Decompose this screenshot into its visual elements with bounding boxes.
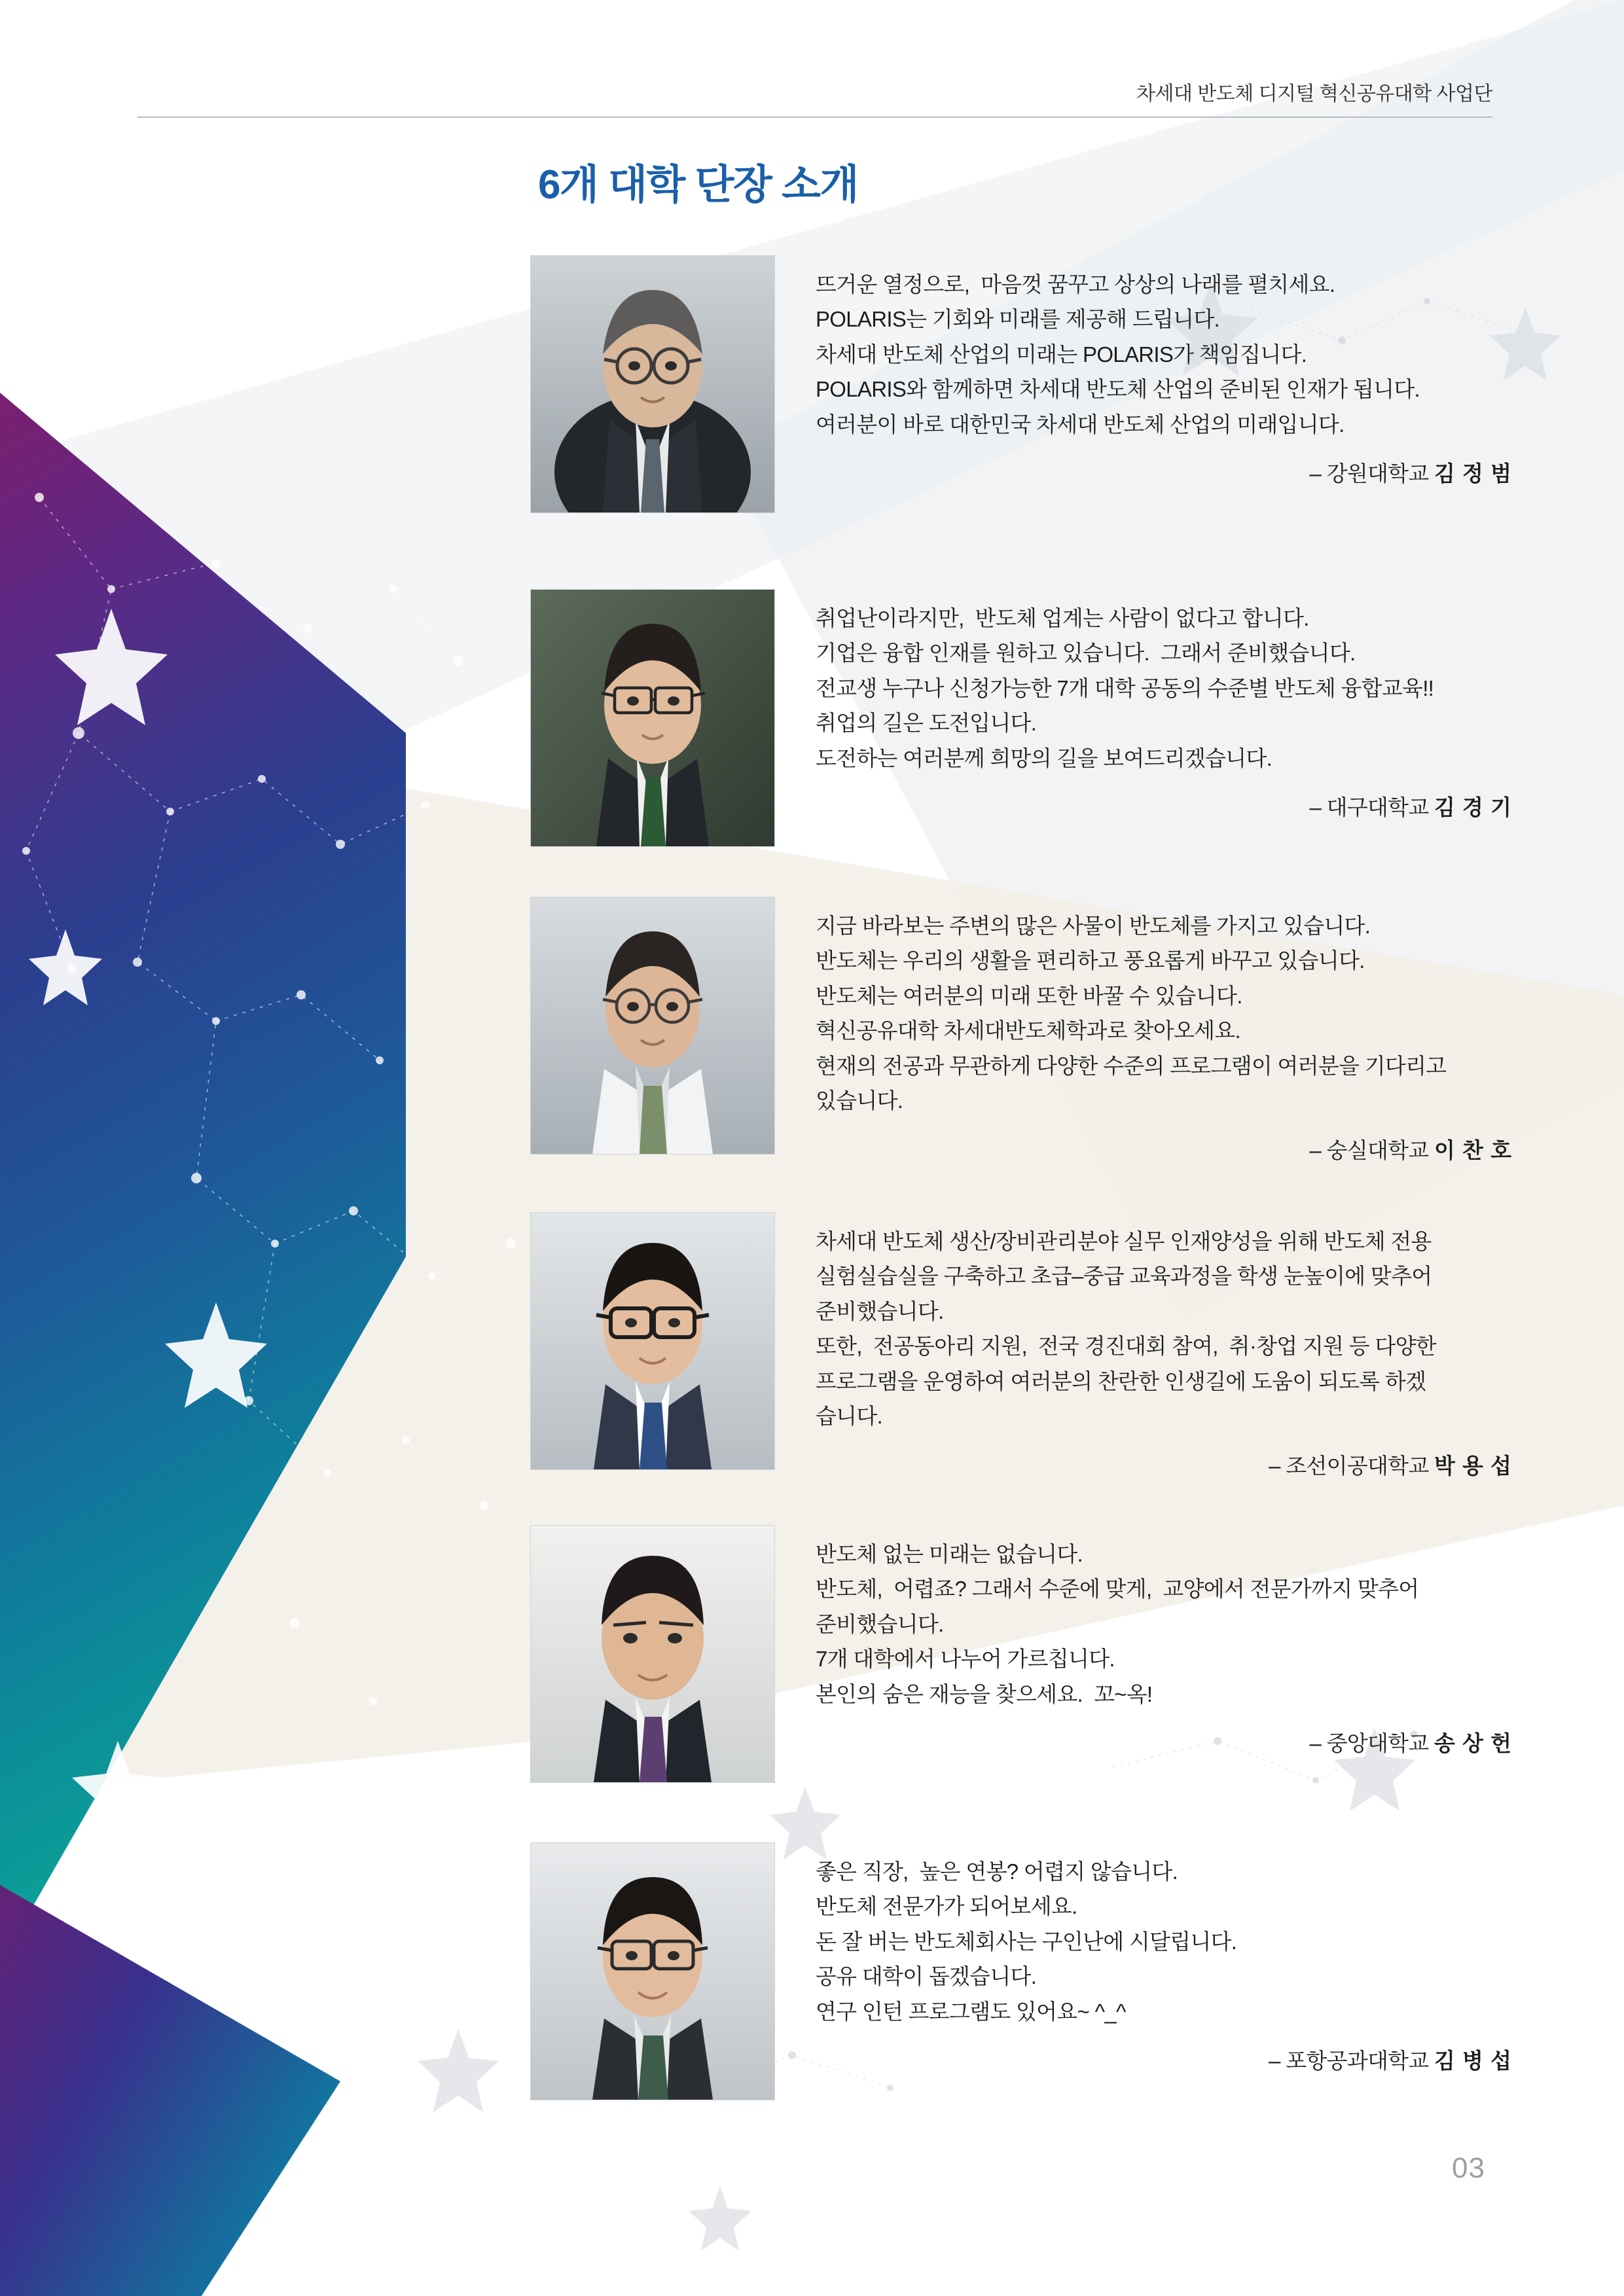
profile-affiliation: – 대구대학교 (1309, 795, 1429, 820)
profile-photo (530, 897, 775, 1155)
quote-line: 또한, 전공동아리 지원, 전국 경진대회 참여, 취·창업 지원 등 다양한 (816, 1334, 1436, 1359)
profile-name: 김 정 범 (1434, 461, 1512, 486)
profile-affiliation: – 조선이공대학교 (1269, 1453, 1429, 1478)
profile-item (530, 1525, 1512, 1783)
quote-line: 있습니다. (816, 1088, 903, 1113)
quote-line: 전교생 누구나 신청가능한 7개 대학 공동의 수준별 반도체 융합교육!! (816, 675, 1434, 700)
profile-attribution (816, 1133, 1512, 1168)
quote-line: POLARIS는 기회와 미래를 제공해 드립니다. (816, 307, 1219, 332)
profile-affiliation: – 숭실대학교 (1309, 1138, 1429, 1162)
profile-photo (530, 255, 775, 513)
header-divider (137, 117, 1492, 118)
profile-item (530, 255, 1512, 513)
quote-line: 혁신공유대학 차세대반도체학과로 찾아오세요. (816, 1018, 1240, 1043)
profile-item (530, 589, 1512, 847)
profile-photo (530, 589, 775, 847)
quote-line: 연구 인턴 프로그램도 있어요~ ^_^ (816, 1999, 1126, 2024)
profile-photo (530, 1842, 775, 2100)
quote-line: 좋은 직장, 높은 연봉? 어렵지 않습니다. (816, 1859, 1178, 1884)
quote-line: 지금 바라보는 주변의 많은 사물이 반도체를 가지고 있습니다. (816, 914, 1371, 938)
quote-line: 도전하는 여러분께 희망의 길을 보여드리겠습니다. (816, 745, 1272, 770)
quote-line: 취업난이라지만, 반도체 업계는 사람이 없다고 합니다. (816, 606, 1309, 630)
quote-line: POLARIS와 함께하면 차세대 반도체 산업의 준비된 인재가 됩니다. (816, 377, 1420, 402)
quote-line: 습니다. (816, 1404, 883, 1429)
quote-line: 차세대 반도체 산업의 미래는 POLARIS가 책임집니다. (816, 342, 1307, 367)
profile-item (530, 897, 1512, 1168)
quote-line: 기업은 융합 인재를 원하고 있습니다. 그래서 준비했습니다. (816, 641, 1356, 666)
quote-line: 프로그램을 운영하여 여러분의 찬란한 인생길에 도움이 되도록 하겠 (816, 1369, 1426, 1393)
quote-line: 본인의 숨은 재능을 찾으세요. 꼬~옥! (816, 1681, 1153, 1706)
quote-line: 반도체는 우리의 생활을 편리하고 풍요롭게 바꾸고 있습니다. (816, 948, 1365, 973)
quote-line: 7개 대학에서 나누어 가르칩니다. (816, 1647, 1115, 1672)
profile-attribution (816, 1448, 1512, 1483)
profile-attribution (816, 1726, 1512, 1761)
quote-line: 차세대 반도체 생산/장비관리분야 실무 인재양성을 위해 반도체 전용 (816, 1229, 1432, 1253)
profile-item (530, 1212, 1512, 1483)
quote-line: 반도체 전문가가 되어보세요. (816, 1894, 1077, 1919)
quote-line: 돈 잘 버는 반도체회사는 구인난에 시달립니다. (816, 1929, 1237, 1954)
quote-line: 반도체 없는 미래는 없습니다. (816, 1542, 1083, 1566)
quote-line: 준비했습니다. (816, 1611, 944, 1636)
quote-line: 공유 대학이 돕겠습니다. (816, 1964, 1037, 1989)
profile-quote (816, 897, 1512, 1168)
profile-name: 송 상 헌 (1434, 1731, 1512, 1756)
profile-photo (530, 1212, 775, 1470)
page-title: 6개 대학 단장 소개 (538, 162, 858, 207)
profile-attribution (816, 790, 1512, 825)
profile-affiliation: – 강원대학교 (1309, 461, 1429, 486)
quote-line: 실험실습실을 구축하고 초급–중급 교육과정을 학생 눈높이에 맞추어 (816, 1264, 1432, 1289)
profile-quote (816, 1212, 1512, 1483)
quote-line: 준비했습니다. (816, 1299, 944, 1323)
profile-name: 김 병 섭 (1434, 2049, 1512, 2073)
profile-affiliation: – 중앙대학교 (1309, 1731, 1429, 1756)
profile-item (530, 1842, 1512, 2100)
header-org-name: 차세대 반도체 디지털 혁신공유대학 사업단 (1136, 83, 1492, 105)
profile-quote (816, 255, 1512, 492)
profile-name: 김 경 기 (1434, 795, 1512, 820)
quote-line: 반도체, 어렵죠? 그래서 수준에 맞게, 교양에서 전문가까지 맞추어 (816, 1577, 1419, 1602)
page-number: 03 (1452, 2152, 1485, 2184)
quote-line: 현재의 전공과 무관하게 다양한 수준의 프로그램이 여러분을 기다리고 (816, 1053, 1447, 1078)
profile-quote (816, 1842, 1512, 2079)
profile-affiliation: – 포항공과대학교 (1269, 2049, 1429, 2073)
profile-name: 이 찬 호 (1434, 1138, 1512, 1162)
quote-line: 반도체는 여러분의 미래 또한 바꿀 수 있습니다. (816, 983, 1242, 1008)
quote-line: 여러분이 바로 대한민국 차세대 반도체 산업의 미래입니다. (816, 412, 1344, 437)
profile-name: 박 용 섭 (1434, 1453, 1512, 1478)
profile-quote (816, 1525, 1512, 1761)
profile-attribution (816, 2043, 1512, 2078)
profile-quote (816, 589, 1512, 825)
profile-photo (530, 1525, 775, 1783)
quote-line: 취업의 길은 도전입니다. (816, 711, 1037, 736)
quote-line: 뜨거운 열정으로, 마음껏 꿈꾸고 상상의 나래를 펼치세요. (816, 272, 1335, 296)
profile-attribution (816, 456, 1512, 491)
